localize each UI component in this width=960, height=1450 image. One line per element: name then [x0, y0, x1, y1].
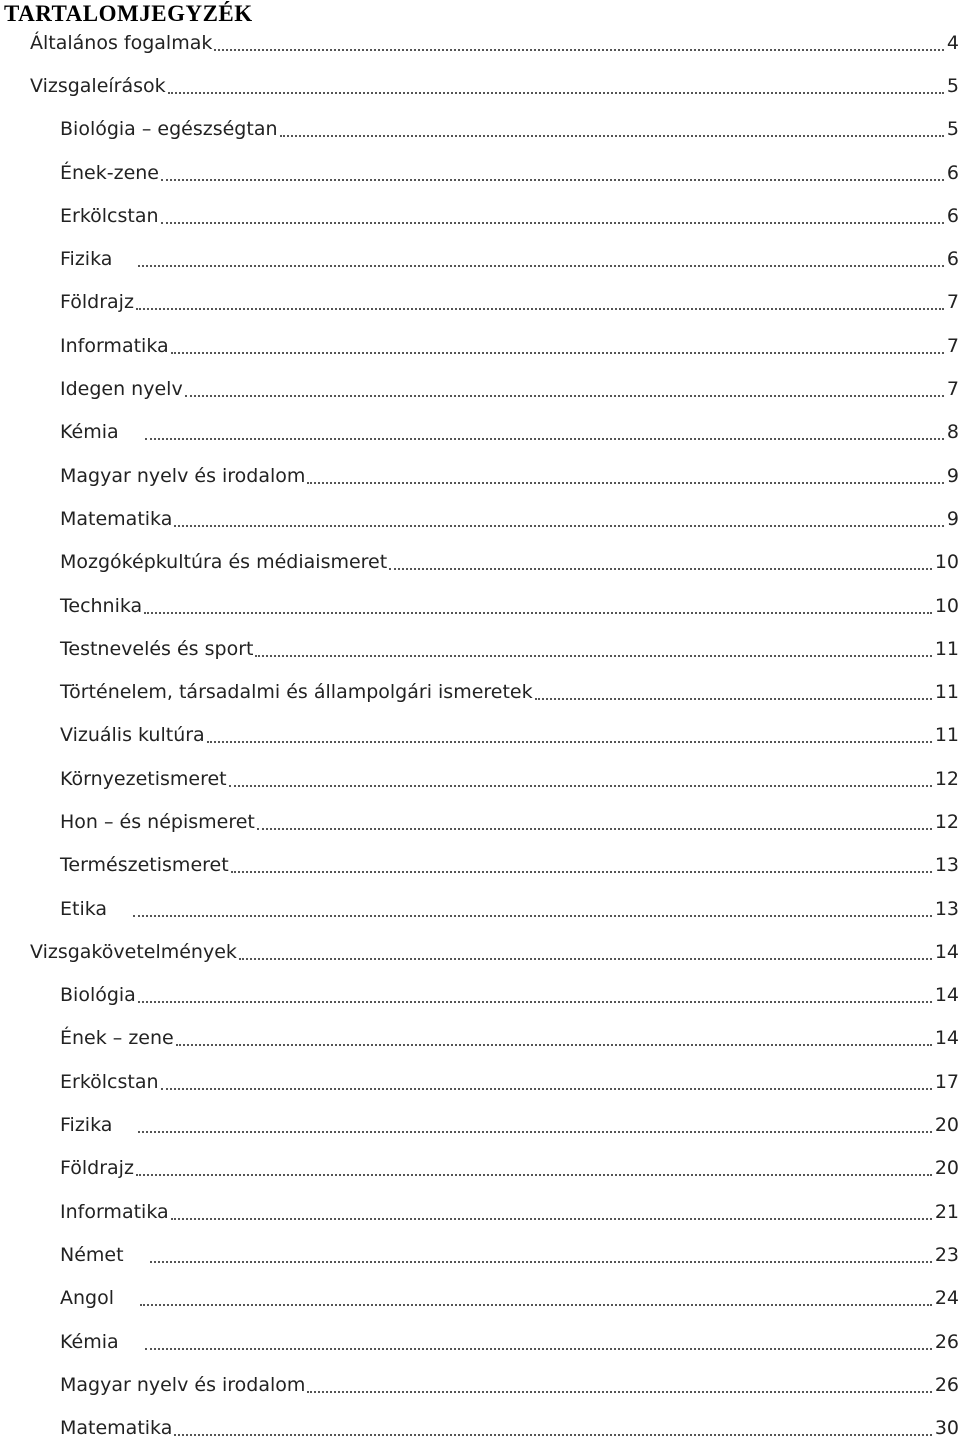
toc-entry-page-number: 6	[946, 204, 959, 227]
toc-dot-leader	[138, 265, 944, 267]
toc-entry[interactable]	[0, 1190, 960, 1233]
toc-dot-leader	[161, 1088, 932, 1090]
toc-dot-leader	[389, 568, 932, 570]
toc-entry-label: Etika	[60, 897, 108, 920]
toc-entry-label: Ének-zene	[60, 161, 159, 184]
toc-entry[interactable]	[0, 21, 960, 64]
toc-entry-page-number: 26	[934, 1373, 959, 1396]
toc-entry-page-number: 7	[946, 378, 959, 401]
toc-entry[interactable]	[0, 800, 960, 843]
toc-dot-leader	[239, 958, 932, 960]
toc-entry-label: Fizika	[60, 248, 113, 271]
toc-dot-leader	[214, 49, 944, 51]
toc-entry[interactable]	[0, 1407, 960, 1450]
toc-entry-label: Földrajz	[60, 1157, 134, 1180]
toc-entry[interactable]	[0, 454, 960, 497]
toc-entry-label: Matematika	[60, 507, 173, 530]
toc-dot-leader	[140, 1304, 932, 1306]
toc-entry[interactable]	[0, 1060, 960, 1103]
toc-entry-label: Történelem, társadalmi és állampolgári ismeretek	[60, 681, 533, 704]
toc-entry-page-number: 5	[946, 74, 959, 97]
toc-entry-page-number: 11	[934, 724, 959, 747]
toc-entry-page-number: 14	[934, 984, 959, 1007]
toc-entry-label: Informatika	[60, 1200, 169, 1223]
toc-list	[0, 21, 960, 1450]
toc-dot-leader	[307, 482, 943, 484]
toc-entry-label: Technika	[60, 594, 143, 617]
toc-entry[interactable]	[0, 1103, 960, 1146]
toc-dot-leader	[535, 698, 932, 700]
toc-entry-label: Biológia	[60, 984, 136, 1007]
toc-entry-page-number: 8	[946, 421, 959, 444]
toc-entry-label: Természetismeret	[60, 854, 229, 877]
toc-entry-page-number: 12	[934, 767, 959, 790]
toc-entry-label: Magyar nyelv és irodalom	[60, 1373, 306, 1396]
toc-entry-label: Általános fogalmak	[30, 31, 213, 54]
toc-entry-page-number: 9	[946, 507, 959, 530]
toc-entry-page-number: 13	[934, 897, 959, 920]
toc-entry[interactable]	[0, 1017, 960, 1060]
toc-entry-label: Vizuális kultúra	[60, 724, 205, 747]
toc-dot-leader	[138, 1001, 932, 1003]
toc-entry[interactable]	[0, 844, 960, 887]
toc-entry-label: Magyar nyelv és irodalom	[60, 464, 306, 487]
toc-entry-page-number: 6	[946, 161, 959, 184]
toc-title: TARTALOMJEGYZÉK	[4, 1, 253, 26]
toc-entry-page-number: 30	[934, 1417, 959, 1440]
toc-entry-label: Angol	[60, 1287, 115, 1310]
toc-entry-page-number: 26	[934, 1330, 959, 1353]
toc-entry[interactable]	[0, 1233, 960, 1276]
toc-dot-leader	[307, 1391, 931, 1393]
toc-dot-leader	[229, 785, 932, 787]
toc-dot-leader	[231, 871, 932, 873]
toc-entry-label: Erkölcstan	[60, 1070, 159, 1093]
toc-dot-leader	[171, 352, 944, 354]
toc-entry[interactable]	[0, 584, 960, 627]
toc-dot-leader	[185, 395, 944, 397]
toc-entry[interactable]	[0, 367, 960, 410]
toc-entry-label: Erkölcstan	[60, 204, 159, 227]
toc-entry-label: Matematika	[60, 1417, 173, 1440]
toc-entry-page-number: 20	[934, 1157, 959, 1180]
toc-entry-page-number: 14	[934, 940, 959, 963]
toc-entry-label: Mozgóképkultúra és médiaismeret	[60, 551, 388, 574]
toc-entry-page-number: 24	[934, 1287, 959, 1310]
toc-dot-leader	[150, 1261, 932, 1263]
toc-dot-leader	[176, 1044, 932, 1046]
toc-entry-label: Ének – zene	[60, 1027, 174, 1050]
toc-entry-label: Vizsgakövetelmények	[30, 940, 237, 963]
toc-entry[interactable]	[0, 1320, 960, 1363]
toc-entry-page-number: 7	[946, 291, 959, 314]
toc-dot-leader	[133, 915, 932, 917]
toc-entry[interactable]	[0, 281, 960, 324]
toc-entry[interactable]	[0, 64, 960, 107]
toc-entry[interactable]	[0, 194, 960, 237]
toc-entry[interactable]	[0, 670, 960, 713]
toc-entry-label: Kémia	[60, 421, 119, 444]
toc-entry[interactable]	[0, 1147, 960, 1190]
toc-dot-leader	[145, 438, 944, 440]
toc-entry-page-number: 23	[934, 1243, 959, 1266]
toc-entry-page-number: 20	[934, 1114, 959, 1137]
toc-entry-page-number: 17	[934, 1070, 959, 1093]
toc-entry[interactable]	[0, 974, 960, 1017]
toc-dot-leader	[174, 1434, 931, 1436]
toc-dot-leader	[138, 1131, 931, 1133]
toc-entry[interactable]	[0, 108, 960, 151]
toc-entry-label: Informatika	[60, 334, 169, 357]
toc-entry[interactable]	[0, 324, 960, 367]
toc-entry-page-number: 6	[946, 248, 959, 271]
toc-entry-page-number: 12	[934, 810, 959, 833]
toc-entry[interactable]	[0, 497, 960, 540]
toc-entry[interactable]	[0, 757, 960, 800]
toc-entry[interactable]	[0, 237, 960, 280]
toc-dot-leader	[136, 308, 944, 310]
toc-entry-page-number: 10	[934, 551, 959, 574]
toc-entry[interactable]	[0, 411, 960, 454]
toc-dot-leader	[145, 1348, 932, 1350]
toc-entry-page-number: 10	[934, 594, 959, 617]
toc-dot-leader	[280, 135, 944, 137]
toc-entry[interactable]	[0, 541, 960, 584]
toc-dot-leader	[255, 655, 931, 657]
toc-entry-label: Biológia – egészségtan	[60, 118, 278, 141]
toc-dot-leader	[136, 1174, 932, 1176]
toc-dot-leader	[207, 741, 932, 743]
toc-entry[interactable]	[0, 930, 960, 973]
toc-dot-leader	[168, 92, 944, 94]
toc-dot-leader	[174, 525, 944, 527]
toc-entry-label: Testnevelés és sport	[60, 637, 254, 660]
toc-dot-leader	[161, 179, 944, 181]
toc-entry-page-number: 9	[946, 464, 959, 487]
toc-entry-label: Hon – és népismeret	[60, 810, 255, 833]
toc-entry-label: Német	[60, 1243, 124, 1266]
toc-entry[interactable]	[0, 1363, 960, 1406]
toc-entry-page-number: 13	[934, 854, 959, 877]
toc-entry[interactable]	[0, 887, 960, 930]
toc-entry-label: Fizika	[60, 1114, 113, 1137]
toc-entry[interactable]	[0, 151, 960, 194]
toc-dot-leader	[144, 612, 932, 614]
toc-entry-page-number: 14	[934, 1027, 959, 1050]
toc-entry[interactable]	[0, 714, 960, 757]
toc-entry-label: Környezetismeret	[60, 767, 227, 790]
toc-entry-label: Vizsgaleírások	[30, 74, 166, 97]
toc-entry-label: Földrajz	[60, 291, 134, 314]
toc-entry-page-number: 7	[946, 334, 959, 357]
toc-entry-label: Kémia	[60, 1330, 119, 1353]
toc-dot-leader	[161, 222, 944, 224]
toc-dot-leader	[257, 828, 932, 830]
toc-entry-page-number: 11	[934, 681, 959, 704]
toc-entry-page-number: 5	[946, 118, 959, 141]
toc-entry-page-number: 21	[934, 1200, 959, 1223]
toc-entry[interactable]	[0, 627, 960, 670]
toc-entry[interactable]	[0, 1277, 960, 1320]
toc-entry-page-number: 11	[934, 637, 959, 660]
toc-entry-label: Idegen nyelv	[60, 378, 183, 401]
toc-entry-page-number: 4	[946, 31, 959, 54]
toc-dot-leader	[171, 1218, 932, 1220]
